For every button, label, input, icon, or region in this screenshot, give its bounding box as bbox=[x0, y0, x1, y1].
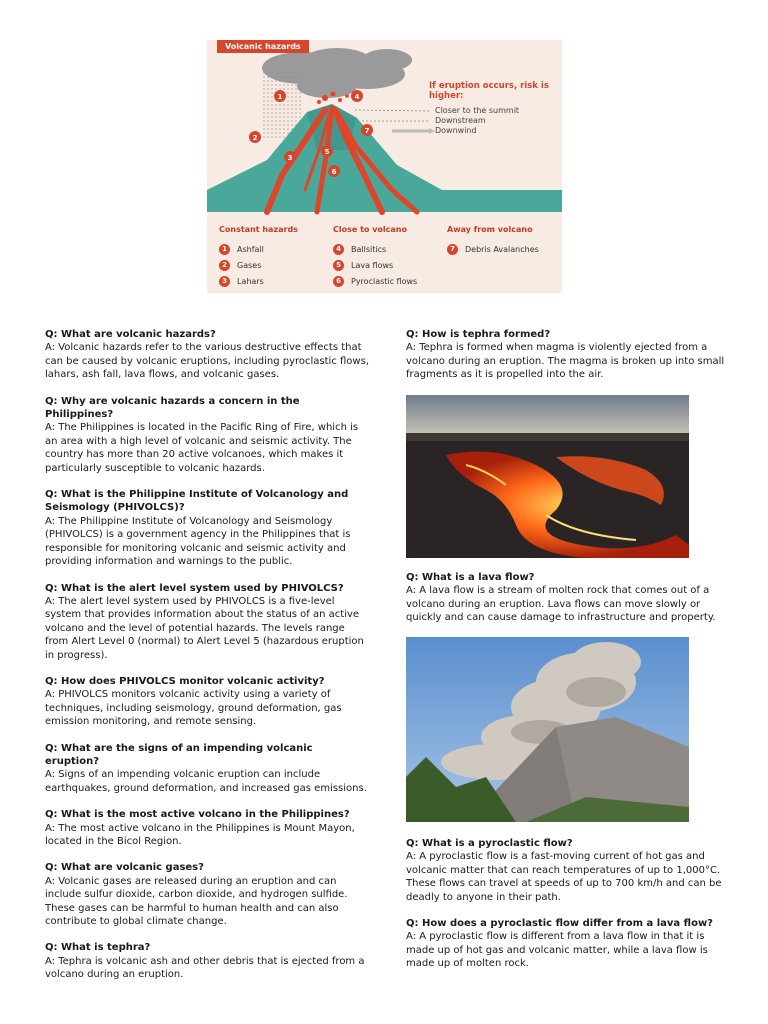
legend-item-lahars: 3 Lahars bbox=[219, 275, 264, 287]
question: Q: What is a lava flow? bbox=[406, 572, 535, 583]
answer: A: A pyroclastic flow is different from a lava flow in that it is made up of hot gas and volcanic matter, while a lava flow is made up of molten rock. bbox=[406, 931, 708, 970]
qa-item bbox=[406, 571, 731, 625]
qa-item bbox=[406, 917, 731, 971]
question: Q: What is the Philippine Institute of Volcanology and Seismology (PHIVOLCS)? bbox=[45, 489, 349, 514]
right-qa-column-2 bbox=[406, 571, 731, 638]
qa-item bbox=[45, 395, 370, 475]
legend-item-gases: 2 Gases bbox=[219, 259, 261, 271]
legend-item-ballistics: 4 Ballsitics bbox=[333, 243, 386, 255]
question: Q: What are volcanic hazards? bbox=[45, 329, 216, 340]
risk-item-summit: Closer to the summit bbox=[435, 106, 520, 115]
marker-3: 3 bbox=[287, 154, 293, 162]
risk-heading: If eruption occurs, risk is higher: bbox=[429, 81, 549, 101]
question: Q: How does PHIVOLCS monitor volcanic activity? bbox=[45, 675, 325, 687]
risk-item-downstream: Downstream bbox=[435, 116, 486, 125]
right-qa-column-3 bbox=[406, 837, 731, 984]
qa-item bbox=[45, 582, 370, 662]
volcano-diagram bbox=[207, 40, 562, 293]
answer: A: A lava flow is a stream of molten rock that comes out of a volcano during an eruption. Lava flows can move slowly or quickly and can cause damage to infrastructure and property. bbox=[406, 585, 716, 624]
question: Q: What are the signs of an impending volcanic eruption? bbox=[45, 742, 313, 767]
question: Q: What is the most active volcano in the Philippines? bbox=[45, 809, 350, 821]
qa-item bbox=[406, 837, 731, 904]
marker-7: 7 bbox=[364, 127, 370, 135]
qa-item bbox=[45, 861, 370, 928]
answer: A: The most active volcano in the Philippines is Mount Mayon, located in the Bicol Region. bbox=[45, 822, 355, 847]
constant-hazards-heading: Constant hazards bbox=[219, 225, 298, 234]
legend-item-pyroclastic-flows: 6 Pyroclastic flows bbox=[333, 275, 417, 287]
volcanic-hazards-infographic bbox=[207, 40, 562, 293]
qa-item bbox=[45, 675, 370, 729]
question: Q: How does a pyroclastic flow differ from a lava flow? bbox=[406, 918, 713, 930]
lava-flow-photo bbox=[406, 395, 689, 558]
marker-2: 2 bbox=[252, 134, 258, 142]
answer: A: The alert level system used by PHIVOLCS is a five-level system that provides information about the status of an active volcano and the level of potential hazards. The levels range from Alert Level 0 (normal) to Alert Level 5 (hazardous eruption in progress). bbox=[45, 595, 364, 661]
qa-item bbox=[406, 328, 731, 382]
question: Q: How is tephra formed? bbox=[406, 329, 551, 340]
right-qa-column bbox=[406, 328, 731, 395]
close-to-volcano-heading: Close to volcano bbox=[333, 225, 407, 234]
marker-4: 4 bbox=[354, 93, 360, 101]
question: Q: What is the alert level system used by PHIVOLCS? bbox=[45, 582, 344, 594]
left-qa-column bbox=[45, 328, 370, 995]
question: Q: Why are volcanic hazards a concern in the Philippines? bbox=[45, 395, 300, 421]
marker-1: 1 bbox=[277, 93, 283, 101]
question: Q: What is tephra? bbox=[45, 942, 151, 954]
answer: A: Volcanic hazards refer to the various destructive effects that can be caused by volcanic eruptions, including pyroclastic flows, lahars, ash fall, lava flows, and volcanic gases. bbox=[45, 342, 369, 381]
answer: A: Tephra is formed when magma is violently ejected from a volcano during an eruption. The magma is broken up into small fragments as it is propelled into the air. bbox=[406, 342, 725, 381]
answer: A: The Philippine Institute of Volcanology and Seismology (PHIVOLCS) is a government agency in the Philippines that is responsible for monitoring volcanic and seismic activity and providing information and warnings to the public. bbox=[45, 515, 351, 568]
legend-item-debris-avalanches: 7 Debris Avalanches bbox=[447, 243, 539, 255]
qa-item bbox=[45, 328, 370, 382]
qa-item bbox=[45, 808, 370, 848]
answer: A: Volcanic gases are released during an eruption and can include sulfur dioxide, carbon dioxide, and hydrogen sulfide. These gases can be harmful to human health and can also contribute to global climate change. bbox=[45, 875, 348, 928]
legend-item-ashfall: 1 Ashfall bbox=[219, 243, 264, 255]
risk-item-downwind: Downwind bbox=[435, 126, 477, 135]
answer: A: A pyroclastic flow is a fast-moving current of hot gas and volcanic matter that can reach temperatures of up to 1,000°C. These flows can travel at speeds of up to 700 km/h and can be deadly to anyone in their path. bbox=[406, 851, 722, 903]
legend-item-lava-flows: 5 Lava flows bbox=[333, 259, 393, 271]
marker-5: 5 bbox=[324, 148, 330, 156]
qa-item bbox=[45, 742, 370, 796]
question: Q: What is a pyroclastic flow? bbox=[406, 838, 573, 849]
answer: A: The Philippines is located in the Pacific Ring of Fire, which is an area with a high level of volcanic and seismic activity. The country has more than 20 active volcanoes, which makes it particularly susceptible to volcanic hazards. bbox=[45, 422, 359, 474]
answer: A: PHIVOLCS monitors volcanic activity using a variety of techniques, including seismology, ground deformation, gas emission monitoring, and remote sensing. bbox=[45, 689, 342, 728]
answer: A: Tephra is volcanic ash and other debris that is ejected from a volcano during an eruption. bbox=[45, 955, 365, 981]
infographic-title: Volcanic hazards bbox=[217, 40, 309, 53]
away-from-volcano-heading: Away from volcano bbox=[447, 225, 533, 234]
qa-item bbox=[45, 488, 370, 568]
pyroclastic-flow-photo bbox=[406, 637, 689, 822]
answer: A: Signs of an impending volcanic eruption can include earthquakes, ground deformation, and increased gas emissions. bbox=[45, 769, 367, 794]
marker-6: 6 bbox=[331, 168, 337, 176]
question: Q: What are volcanic gases? bbox=[45, 862, 204, 874]
qa-item bbox=[45, 941, 370, 981]
